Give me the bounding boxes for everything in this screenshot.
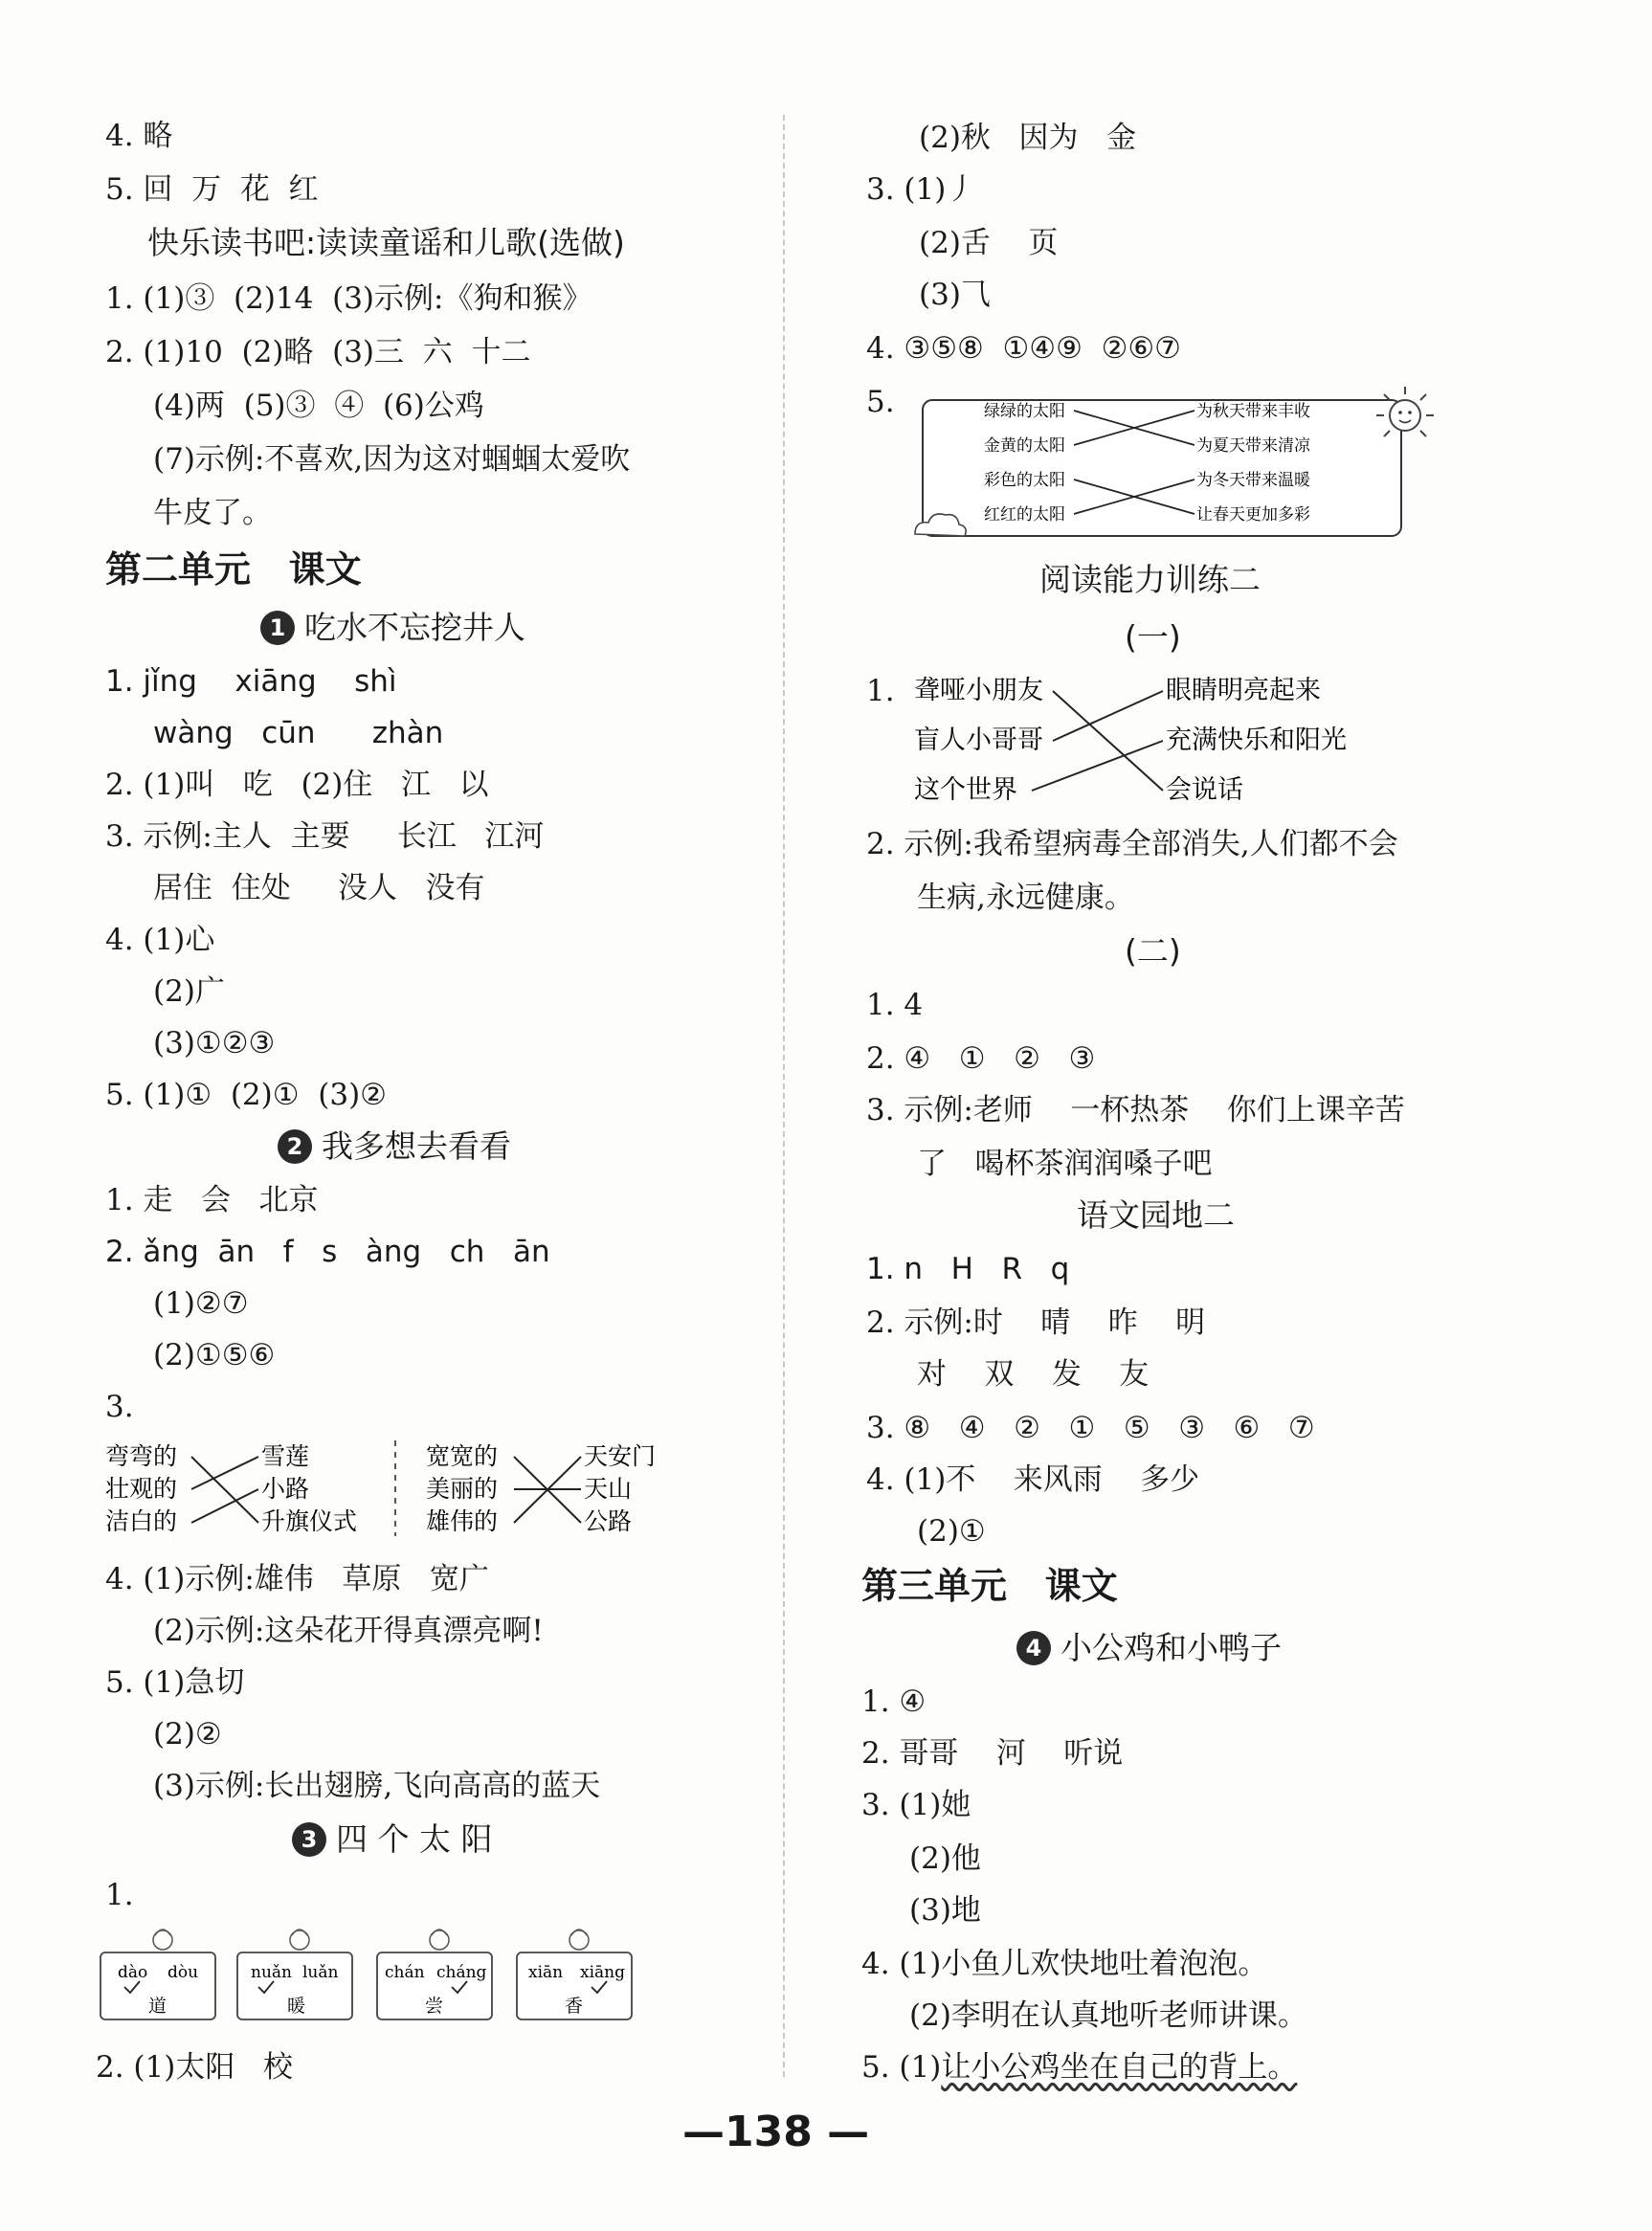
sun-left-phrase: 彩色的太阳 — [984, 471, 1065, 490]
answer-line: (3)①②③ — [153, 1026, 276, 1060]
page-number: —138 — — [682, 2108, 870, 2156]
lesson-title-text: 吃水不忘挖井人 — [304, 609, 525, 646]
sun-right-phrase: 为夏天带来清凉 — [1196, 436, 1310, 456]
answer-line: 2. (1)10 (2)略 (3)三 六 十二 — [105, 335, 531, 369]
answer-line — [861, 2048, 1297, 2086]
card-pinyin: luǎn — [302, 1963, 339, 1982]
answer-line: 对 双 发 友 — [917, 1357, 1150, 1392]
answer-line: 2. ǎng ān f s àng ch ān — [105, 1235, 550, 1269]
answer-line: 了 喝杯茶润润嗓子吧 — [917, 1147, 1213, 1181]
match-left-word: 宽宽的 — [426, 1442, 499, 1470]
answer-line: (2)示例:这朵花开得真漂亮啊! — [153, 1614, 544, 1648]
answer-line: 3. ⑧ ④ ② ① ⑤ ③ ⑥ ⑦ — [866, 1411, 1315, 1445]
match-right-word: 升旗仪式 — [261, 1507, 358, 1535]
answer-line: (2)广 — [153, 974, 225, 1009]
match-right-word: 雪莲 — [261, 1442, 310, 1470]
answer-line: 1. (1)③ (2)14 (3)示例:《狗和猴》 — [105, 281, 592, 316]
sun-left-phrase: 绿绿的太阳 — [984, 402, 1065, 421]
answer-line: 3. 示例:老师 一杯热茶 你们上课辛苦 — [866, 1093, 1405, 1127]
unit-heading: 第二单元 课文 — [105, 548, 362, 591]
match-right-word: 天山 — [584, 1475, 633, 1503]
answer-line: 4. 略 — [105, 119, 173, 153]
lesson-title-text: 我多想去看看 — [322, 1127, 511, 1165]
answer-line: 1. — [105, 1878, 134, 1912]
card-character: 暖 — [287, 1996, 306, 2017]
answer-line: 居住 住处 没人 没有 — [153, 871, 485, 905]
answer-line: (3)⺄ — [919, 278, 991, 312]
lesson-number-badge: 3 — [292, 1822, 326, 1857]
sun-left-phrase: 金黄的太阳 — [984, 436, 1065, 456]
answer-line: (2)② — [153, 1717, 222, 1751]
underlined-answer: 让小公鸡坐在自己的背上。 — [941, 2050, 1298, 2085]
answer-line: 2. (1)太阳 校 — [96, 2050, 293, 2085]
section-title: 快乐读书吧:读读童谣和儿歌(选做) — [147, 224, 625, 261]
card-pinyin: chán — [385, 1963, 425, 1982]
matching-diagram — [100, 1436, 675, 1551]
answer-line: 2. (1)叫 吃 (2)住 江 以 — [105, 768, 489, 802]
column-divider — [783, 115, 785, 2077]
answer-line: wàng cūn zhàn — [153, 716, 444, 750]
lesson-number-badge: 1 — [260, 611, 295, 645]
pinyin-card — [517, 1930, 632, 2019]
match-left-word: 美丽的 — [426, 1475, 499, 1503]
lesson-title — [260, 607, 525, 649]
lesson-title — [1016, 1627, 1282, 1669]
pinyin-card — [100, 1930, 215, 2019]
lesson-title-text: 四 个 太 阳 — [336, 1820, 493, 1858]
answer-line: 3. (1)她 — [861, 1788, 971, 1822]
answer-line: 3. 示例:主人 主要 长江 江河 — [105, 819, 545, 854]
sun-right-phrase: 让春天更加多彩 — [1196, 505, 1310, 524]
match-right-word: 会说话 — [1166, 775, 1243, 805]
sun-right-phrase: 为秋天带来丰收 — [1196, 402, 1310, 421]
answer-line: (2)他 — [909, 1841, 981, 1876]
lesson-title — [278, 1126, 511, 1168]
answer-line: (3)地 — [909, 1893, 981, 1928]
answer-line: (2)舌 页 — [919, 226, 1059, 260]
sun-left-phrase: 红红的太阳 — [984, 505, 1065, 524]
card-character: 尝 — [425, 1996, 444, 2017]
sun-right-phrase: 为冬天带来温暖 — [1196, 471, 1310, 490]
answer-line: (1)②⑦ — [153, 1286, 249, 1321]
match-right-word: 小路 — [261, 1475, 310, 1503]
match-left-word: 壮观的 — [105, 1475, 178, 1503]
card-character: 香 — [565, 1996, 584, 2017]
match-right-word: 充满快乐和阳光 — [1166, 725, 1347, 755]
answer-line: 1. ④ — [861, 1684, 926, 1719]
answer-line: 1. 4 — [866, 988, 924, 1022]
answer-line: 2. 示例:我希望病毒全部消失,人们都不会 — [866, 827, 1398, 861]
answer-line: 5. (1)急切 — [105, 1665, 245, 1700]
match-right-word: 公路 — [584, 1507, 633, 1535]
lesson-title — [292, 1818, 492, 1861]
match-left-word: 洁白的 — [105, 1507, 178, 1535]
answer-line: 生病,永远健康。 — [917, 881, 1134, 915]
answer-line: (2)秋 因为 金 — [919, 121, 1137, 155]
section-title: 语文园地二 — [1077, 1196, 1235, 1234]
answer-line: 2. 哥哥 河 听说 — [861, 1736, 1124, 1771]
pinyin-cards — [96, 1924, 660, 2034]
answer-line: 5. (1)① (2)① (3)② — [105, 1078, 387, 1112]
answer-line: 1. — [866, 674, 895, 708]
answer-line: 4. (1)示例:雄伟 草原 宽广 — [105, 1562, 489, 1596]
answer-line: (7)示例:不喜欢,因为这对蝈蝈太爱吹 — [153, 442, 631, 477]
matching-diagram — [909, 666, 1369, 819]
answer-line: 4. (1)小鱼儿欢快地吐着泡泡。 — [861, 1947, 1268, 1981]
answer-line: 4. (1)不 来风雨 多少 — [866, 1462, 1200, 1497]
lesson-number-badge: 2 — [278, 1129, 312, 1164]
match-right-word: 眼睛明亮起来 — [1166, 676, 1321, 705]
section-subtitle: (一) — [1125, 618, 1181, 656]
match-left-word: 弯弯的 — [105, 1442, 178, 1470]
answer-line: 2. ④ ① ② ③ — [866, 1041, 1096, 1076]
section-title: 阅读能力训练二 — [1039, 561, 1261, 598]
answer-line: 牛皮了。 — [153, 496, 272, 530]
answer-line: 5. 回 万 花 红 — [105, 172, 319, 207]
answer-line: 4. ③⑤⑧ ①④⑨ ②⑥⑦ — [866, 331, 1181, 366]
answer-line: 1. 走 会 北京 — [105, 1183, 319, 1217]
lesson-number-badge: 4 — [1016, 1631, 1051, 1665]
card-pinyin: dào — [118, 1963, 148, 1982]
answer-line: (4)两 (5)③ ④ (6)公鸡 — [153, 389, 484, 423]
section-subtitle: (二) — [1125, 932, 1181, 970]
card-pinyin: xiān — [528, 1963, 564, 1982]
answer-line: (3)示例:长出翅膀,飞向高高的蓝天 — [153, 1769, 601, 1803]
card-character: 道 — [148, 1996, 167, 2017]
answer-prefix: 5. (1) — [861, 2050, 942, 2085]
answer-line: 3. — [105, 1390, 134, 1424]
sun-matching-box — [909, 381, 1455, 548]
match-left-word: 雄伟的 — [426, 1507, 499, 1535]
answer-line: 1. jǐng xiāng shì — [105, 664, 397, 699]
answer-line: (2)① — [917, 1514, 986, 1549]
match-left-word: 聋哑小朋友 — [914, 676, 1043, 705]
card-pinyin: dòu — [167, 1963, 199, 1982]
answer-line: 4. (1)心 — [105, 923, 215, 957]
card-pinyin: xiāng — [580, 1963, 625, 1982]
answer-line: 5. — [866, 385, 895, 419]
answer-line: (2)①⑤⑥ — [153, 1338, 276, 1372]
card-pinyin: cháng — [436, 1963, 487, 1982]
unit-heading: 第三单元 课文 — [861, 1565, 1118, 1607]
answer-line: 3. (1)丿 — [866, 172, 976, 207]
pinyin-card — [377, 1930, 492, 2019]
answer-line: 2. 示例:时 晴 昨 明 — [866, 1305, 1206, 1340]
pinyin-card — [237, 1930, 352, 2019]
match-left-word: 这个世界 — [914, 775, 1017, 805]
card-pinyin: nuǎn — [251, 1963, 292, 1982]
lesson-title-text: 小公鸡和小鸭子 — [1060, 1629, 1282, 1666]
answer-line: 1. n H R q — [866, 1252, 1070, 1286]
answer-line: (2)李明在认真地听老师讲课。 — [909, 1998, 1307, 2033]
match-left-word: 盲人小哥哥 — [914, 725, 1043, 755]
match-right-word: 天安门 — [584, 1442, 657, 1470]
